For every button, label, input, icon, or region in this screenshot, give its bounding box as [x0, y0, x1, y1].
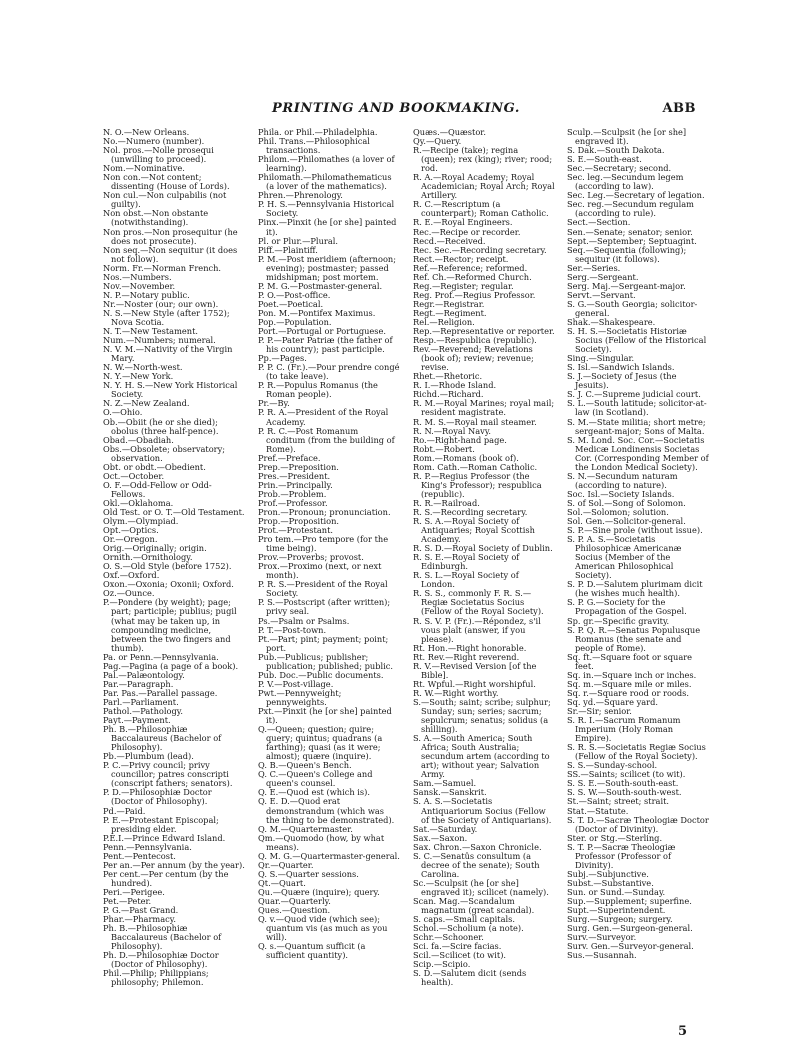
abbreviation-entry: Ro.—Right-hand page.	[413, 434, 507, 445]
abbreviation-entry: Richd.—Richard.	[413, 389, 484, 400]
abbreviation-entry: Rt. Wpful.—Right worshipful.	[413, 678, 536, 689]
abbreviation-entry: N. T.—New Testament.	[103, 326, 199, 337]
abbreviation-entry: Sec. Leg.—Secretary of legation.	[567, 190, 705, 201]
abbreviation-entry: Rect.—Rector; receipt.	[413, 253, 509, 264]
abbreviation-entry: Supt.—Superintendent.	[567, 905, 666, 916]
abbreviation-entry: P. P. C. (Fr.).—Pour prendre congé (to take leave).	[258, 362, 400, 382]
abbreviation-entry: Sq. m.—Square mile or miles.	[567, 678, 692, 689]
abbreviation-entry: Oxon.—Oxonia; Oxonii; Oxford.	[103, 579, 234, 590]
abbreviation-entry: Num.—Numbers; numeral.	[103, 335, 216, 346]
abbreviation-entry: Pop.—Population.	[258, 316, 332, 327]
abbreviation-entry: Scip.—Scipio.	[413, 959, 471, 970]
abbreviation-entry: Ob.—Obiit (he or she died); obolus (three half-pence).	[103, 416, 219, 436]
abbreviation-entry: Rt. Rev.—Right reverend.	[413, 651, 520, 662]
abbreviation-entry: S. R. S.—Societatis Regiæ Socius (Fellow of the Royal Society).	[567, 742, 706, 762]
abbreviation-entry: Q. v.—Quod vide (which see); quantum vis (as much as you will).	[258, 914, 388, 943]
abbreviation-entry: Rec. Sec.—Recording secretary.	[413, 244, 547, 255]
abbreviation-entry: SS.—Saints; scilicet (to wit).	[567, 769, 686, 780]
abbreviation-entry: Sq. ft.—Square foot or square feet.	[567, 651, 693, 671]
abbreviation-entry: S. L.—South latitude; solicitor-at-law (in Scotland).	[567, 398, 707, 418]
abbreviation-entry: Prob.—Problem.	[258, 488, 327, 499]
abbreviation-entry: S. P. G.—Society for the Propagation of the Gospel.	[567, 597, 687, 617]
abbreviation-entry: Serg. Maj.—Sergeant-major.	[567, 280, 686, 291]
abbreviation-entry: S. P. Q. R.—Senatus Populusque Romanus (the senate and people of Rome).	[567, 624, 701, 653]
abbreviation-entry: Sept.—September; Septuagint.	[567, 235, 697, 246]
abbreviation-entry: Qt.—Quart.	[258, 877, 306, 888]
abbreviation-entry: N. S.—New Style (after 1752); Nova Scotia.	[103, 307, 230, 327]
abbreviation-entry: Okl.—Oklahoma.	[103, 497, 174, 508]
abbreviation-entry: Pp.—Pages.	[258, 353, 307, 364]
abbreviation-entry: N. Y. H. S.—New York Historical Society.	[103, 380, 238, 400]
abbreviation-entry: Rep.—Representative or reporter.	[413, 326, 555, 337]
abbreviation-entry: Q. M. G.—Quartermaster-general.	[258, 850, 400, 861]
abbreviation-entry: Q. S.—Quarter sessions.	[258, 868, 359, 879]
abbreviation-entry: R.—Recipe (take); regina (queen); rex (king); river; rood; rod.	[413, 145, 553, 174]
abbreviation-entry: Or.—Oregon.	[103, 534, 158, 545]
abbreviation-entry: Servt.—Servant.	[567, 289, 636, 300]
abbreviation-entry: Nom.—Nominative.	[103, 163, 185, 174]
abbreviation-entry: Prin.—Principally.	[258, 479, 333, 490]
abbreviation-entry: Pref.—Preface.	[258, 452, 321, 463]
abbreviation-entry: Qm.—Quomodo (how, by what means).	[258, 832, 385, 852]
abbreviation-entry: Pb.—Plumbum (lead).	[103, 751, 194, 762]
abbreviation-entry: S. H. S.—Societatis Historiæ Socius (Fellow of the Historical Society).	[567, 326, 707, 355]
abbreviation-entry: Shak.—Shakespeare.	[567, 316, 656, 327]
abbreviation-entry: Q. M.—Quartermaster.	[258, 823, 353, 834]
abbreviation-entry: S. J.—Society of Jesus (the Jesuits).	[567, 371, 677, 391]
abbreviation-entry: Ref.—Reference; reformed.	[413, 262, 528, 273]
abbreviation-entry: Rhet.—Rhetoric.	[413, 371, 483, 382]
abbreviation-entry: Rev.—Reverend; Revelations (book of); review; revenue; revise.	[413, 344, 534, 373]
abbreviation-entry: Subj.—Subjunctive.	[567, 868, 649, 879]
abbreviation-entry: Non obst.—Non obstante (notwithstanding).	[103, 208, 209, 228]
abbreviation-entry: R. C.—Rescriptum (a counterpart); Roman Catholic.	[413, 199, 549, 219]
abbreviation-entry: Pro tem.—Pro tempore (for the time being).	[258, 534, 389, 554]
abbreviation-entry: R. S. L.—Royal Society of London.	[413, 570, 519, 590]
abbreviation-entry: P. V.—Post-village.	[258, 678, 334, 689]
abbreviation-entry: S. C.—Senatûs consultum (a decree of the senate); South Carolina.	[413, 850, 540, 879]
abbreviation-entry: Subst.—Substantive.	[567, 877, 654, 888]
column-4	[567, 128, 709, 988]
abbreviation-entry: P. D.—Philosophiæ Doctor (Doctor of Philosophy).	[103, 787, 212, 807]
abbreviation-entry: Oxf.—Oxford.	[103, 570, 160, 581]
abbreviation-entry: Ph. D.—Philosophiæ Doctor (Doctor of Philosophy).	[103, 950, 219, 970]
abbreviation-entry: Prep.—Preposition.	[258, 461, 339, 472]
abbreviation-entry: P. G.—Past Grand.	[103, 905, 179, 916]
abbreviation-entry: Obs.—Obsolete; observatory; observation.	[103, 443, 226, 463]
abbreviation-entry: Phil.—Philip; Philippians; philosophy; Philemon.	[103, 968, 209, 988]
abbreviation-entry: R. N.—Royal Navy.	[413, 425, 492, 436]
abbreviation-entry: P.—Pondere (by weight); page; part; participle; publius; pugil (what may be taken up, in compounding medicine, between the two fingers and thumb).	[103, 597, 237, 653]
abbreviation-entry: Qu.—Quære (inquire); query.	[258, 886, 380, 897]
abbreviation-entry: Phren.—Phrenology.	[258, 190, 343, 201]
abbreviation-entry: Sing.—Singular.	[567, 353, 635, 364]
abbreviation-entry: Rom. Cath.—Roman Catholic.	[413, 461, 538, 472]
abbreviation-entry: S. G.—South Georgia; solicitor-general.	[567, 298, 698, 318]
abbreviation-entry: Qr.—Quarter.	[258, 859, 314, 870]
abbreviation-entry: Sq. in.—Square inch or inches.	[567, 669, 697, 680]
abbreviation-entry: Pent.—Pentecost.	[103, 850, 176, 861]
abbreviation-entry: Sculp.—Sculpsit (he [or she] engraved it).	[567, 128, 687, 147]
abbreviation-entry: P. R.—Populus Romanus (the Roman people).	[258, 380, 378, 400]
abbreviation-entry: Ph. B.—Philosophiæ Baccalaureus (Bachelor of Philosophy).	[103, 923, 222, 952]
abbreviation-entry: S. Dak.—South Dakota.	[567, 145, 665, 156]
abbreviation-entry: No.—Numero (number).	[103, 136, 205, 147]
abbreviation-entry: R. W.—Right worthy.	[413, 687, 499, 698]
abbreviation-entry: S. D.—Salutem dicit (sends health).	[413, 968, 527, 988]
abbreviation-entry: Sus.—Susannah.	[567, 950, 637, 961]
abbreviation-entry: Sol. Gen.—Solicitor-general.	[567, 516, 686, 527]
abbreviation-entry: Sec. reg.—Secundum regulam (according to rule).	[567, 199, 695, 219]
column-2	[258, 128, 400, 988]
abbreviation-entry: Per cent.—Per centum (by the hundred).	[103, 868, 229, 888]
abbreviation-entry: St.—Saint; street; strait.	[567, 796, 670, 807]
abbreviation-entry: P. O.—Post-office.	[258, 289, 331, 300]
abbreviation-entry: Regt.—Regiment.	[413, 307, 487, 318]
abbreviation-entry: Q. E.—Quod est (which is).	[258, 787, 370, 798]
abbreviation-entry: R. M. S.—Royal mail steamer.	[413, 416, 537, 427]
abbreviation-entry: S. A.—South America; South Africa; South Australia; secundum artem (according to art); without year; Salvation Army.	[413, 733, 550, 780]
abbreviation-entry: Oz.—Ounce.	[103, 588, 155, 599]
abbreviation-entry: Poet.—Poetical.	[258, 298, 324, 309]
abbreviation-entry: Piff.—Plaintiff.	[258, 244, 318, 255]
abbreviation-entry: Pd.—Paid.	[103, 805, 146, 816]
abbreviation-entry: S. S.—Sunday-school.	[567, 760, 658, 771]
abbreviation-entry: S. T. D.—Sacræ Theologiæ Doctor (Doctor of Divinity).	[567, 814, 709, 834]
abbreviation-entry: N. O.—New Orleans.	[103, 128, 190, 137]
abbreviation-entry: S. P. A. S.—Societatis Philosophicæ Americanæ Socius (Member of the American Philosophical Society).	[567, 534, 682, 581]
abbreviation-entry: Ornith.—Ornithology.	[103, 552, 193, 563]
abbreviation-entry: Sci. fa.—Scire facias.	[413, 941, 502, 952]
abbreviation-entry: S.—South; saint; scribe; sulphur; Sunday; sun; series; sacrum; sepulcrum; senatus; solidus (a shilling).	[413, 696, 551, 735]
abbreviation-entry: Reg.—Register; regular.	[413, 280, 514, 291]
abbreviation-entry: Sect.—Section.	[567, 217, 631, 228]
abbreviation-entry: P. R. A.—President of the Royal Academy.	[258, 407, 389, 427]
column-3	[413, 128, 555, 988]
abbreviation-entry: Robt.—Robert.	[413, 443, 475, 454]
abbreviation-entry: Pl. or Plur.—Plural.	[258, 235, 339, 246]
abbreviation-entry: Pres.—President.	[258, 470, 331, 481]
abbreviation-entry: Ques.—Question.	[258, 905, 331, 916]
abbreviation-entry: Sam.—Samuel.	[413, 778, 477, 789]
abbreviation-entry: N. Y.—New York.	[103, 371, 174, 382]
abbreviation-entry: Orig.—Originally; origin.	[103, 543, 207, 554]
abbreviation-entry: P.E.I.—Prince Edward Island.	[103, 832, 226, 843]
abbreviation-entry: Olym.—Olympiad.	[103, 516, 179, 527]
abbreviation-entry: Par.—Paragraph.	[103, 678, 174, 689]
abbreviation-entry: Recd.—Received.	[413, 235, 486, 246]
abbreviation-entry: Opt.—Optics.	[103, 525, 159, 536]
abbreviation-entry: Ref. Ch.—Reformed Church.	[413, 271, 532, 282]
abbreviation-entry: R. R.—Railroad.	[413, 497, 480, 508]
abbreviation-entry: Sax. Chron.—Saxon Chronicle.	[413, 841, 542, 852]
abbreviation-entry: Schr.—Schooner.	[413, 932, 484, 943]
abbreviation-entry: S. R. I.—Sacrum Romanum Imperium (Holy Roman Empire).	[567, 715, 681, 744]
abbreviation-entry: Prot.—Protestant.	[258, 525, 334, 536]
abbreviation-entry: Schol.—Scholium (a note).	[413, 923, 524, 934]
abbreviation-entry: Reg. Prof.—Regius Professor.	[413, 289, 536, 300]
abbreviation-entry: Scil.—Scilicet (to wit).	[413, 950, 507, 961]
abbreviation-entry: Sol.—Solomon; solution.	[567, 506, 669, 517]
abbreviation-entry: Sup.—Supplement; superfine.	[567, 895, 692, 906]
abbreviation-entry: Ser.—Series.	[567, 262, 621, 273]
abbreviation-entry: Serg.—Sergeant.	[567, 271, 639, 282]
abbreviation-entry: P. M.—Post meridiem (afternoon; evening); postmaster; passed midshipman; post mortem.	[258, 253, 397, 282]
abbreviation-entry: Philomath.—Philomathematicus (a lover of the mathematics).	[258, 172, 392, 192]
abbreviation-entry: Pub. Doc.—Public documents.	[258, 669, 384, 680]
abbreviation-entry: Resp.—Respublica (republic).	[413, 335, 537, 346]
abbreviation-entry: R. S. S., commonly F. R. S.—Regiæ Societatus Socius (Fellow of the Royal Society).	[413, 588, 544, 617]
abbreviation-entry: Phil. Trans.—Philosophical transactions.	[258, 136, 370, 156]
abbreviation-entry: P. H. S.—Pennsylvania Historical Society.	[258, 199, 395, 219]
abbreviation-entry: Phar.—Pharmacy.	[103, 914, 176, 925]
abbreviation-entry: Phila. or Phil.—Philadelphia.	[258, 128, 378, 137]
abbreviation-entry: Q.—Queen; question; quire; query; quintus; quadrans (a farthing); quasi (as it were; almost); quære (inquire).	[258, 724, 383, 762]
abbreviation-entry: Surg. Gen.—Surgeon-general.	[567, 923, 693, 934]
abbreviation-entry: Sq. yd.—Square yard.	[567, 696, 659, 707]
abbreviation-entry: Rt. Hon.—Right honorable.	[413, 642, 527, 653]
abbreviation-entry: O. S.—Old Style (before 1752).	[103, 561, 232, 572]
abbreviation-entry: Parl.—Parliament.	[103, 696, 179, 707]
abbreviation-entry: Obt. or obdt.—Obedient.	[103, 461, 206, 472]
abbreviation-entry: Pathol.—Pathology.	[103, 706, 183, 716]
abbreviation-entry: Non seq.—Non sequitur (it does not follow).	[103, 244, 238, 264]
abbreviation-entry: S. N.—Secundum naturam (according to nature).	[567, 470, 678, 490]
abbreviation-entry: S. S. W.—South-south-west.	[567, 787, 682, 798]
abbreviation-entry: Soc. Isl.—Society Islands.	[567, 488, 675, 499]
abbreviation-entry: Nol. pros.—Nolle prosequi (unwilling to proceed).	[103, 145, 214, 165]
abbreviation-entry: Sax.—Saxon.	[413, 832, 468, 843]
abbreviation-entry: Pa. or Penn.—Pennsylvania.	[103, 651, 219, 662]
page-header	[96, 101, 696, 121]
abbreviation-entry: Rel.—Religion.	[413, 316, 475, 327]
abbreviation-entry: P. S.—Postscript (after written); privy seal.	[258, 597, 391, 617]
abbreviation-entry: Peri.—Perigee.	[103, 886, 165, 897]
abbreviation-entry: Pron.—Pronoun; pronunciation.	[258, 506, 391, 517]
abbreviation-entry: P. M. G.—Postmaster-general.	[258, 280, 383, 291]
abbreviation-entry: S. S. E.—South-south-east.	[567, 778, 679, 789]
abbreviation-entry: P. C.—Privy council; privy councillor; patres conscripti (conscript fathers; senators).	[103, 760, 233, 789]
abbreviation-entry: Non con.—Not content; dissenting (House of Lords).	[103, 172, 230, 192]
abbreviation-entry: R. S. A.—Royal Society of Antiquaries; Royal Scottish Academy.	[413, 516, 535, 545]
abbreviation-entry: Nr.—Noster (our; our own).	[103, 298, 219, 309]
abbreviation-entry: O.—Ohio.	[103, 407, 143, 418]
abbreviation-entry: Payt.—Payment.	[103, 715, 171, 726]
abbreviation-entry: S. of Sol.—Song of Solomon.	[567, 497, 686, 508]
abbreviation-entry: Q. C.—Queen's College and queen's counsel.	[258, 769, 373, 789]
abbreviation-entry: N. P.—Notary public.	[103, 289, 190, 300]
abbreviation-entry: Sc.—Sculpsit (he [or she] engraved it); scilicet (namely).	[413, 877, 549, 897]
abbreviation-entry: Prof.—Professor.	[258, 497, 328, 508]
abbreviation-entry: P. R. S.—President of the Royal Society.	[258, 579, 388, 599]
abbreviation-entry: S. A. S.—Societatis Antiquariorum Socius (Fellow of the Society of Antiquarians).	[413, 796, 552, 825]
abbreviation-entry: Nov.—November.	[103, 280, 176, 291]
abbreviation-entry: Ph. B.—Philosophiæ Baccalaureus (Bachelor of Philosophy).	[103, 724, 222, 753]
guide-word: ABB	[662, 101, 696, 116]
abbreviation-entry: Q. B.—Queen's Bench.	[258, 760, 352, 771]
abbreviation-entry: P. E.—Protestant Episcopal; presiding elder.	[103, 814, 219, 834]
abbreviation-entry: Pinx.—Pinxit (he [or she] painted it).	[258, 217, 397, 237]
abbreviation-entry: Per an.—Per annum (by the year).	[103, 859, 245, 870]
abbreviation-entry: R. I.—Rhode Island.	[413, 380, 497, 391]
abbreviation-entry: P. R. C.—Post Romanum conditum (from the building of Rome).	[258, 425, 395, 454]
abbreviation-entry: S. J. C.—Supreme judicial court.	[567, 389, 701, 400]
abbreviation-entry: Sr.—Sir; senior.	[567, 706, 632, 716]
abbreviation-entry: Non pros.—Non prosequitur (he does not prosecute).	[103, 226, 238, 246]
abbreviation-entry: Sun. or Sund.—Sunday.	[567, 886, 666, 897]
abbreviation-entry: R. S. E.—Royal Society of Edinburgh.	[413, 552, 520, 572]
abbreviation-entry: R. A.—Royal Academy; Royal Academician; Royal Arch; Royal Artillery.	[413, 172, 555, 201]
abbreviation-entry: Prov.—Proverbs; provost.	[258, 552, 364, 563]
abbreviation-entry: S. T. P.—Sacræ Theologiæ Professor (Professor of Divinity).	[567, 841, 676, 870]
abbreviation-entry: Pr.—By.	[258, 398, 290, 409]
abbreviation-entry: Sq. r.—Square rood or roods.	[567, 687, 690, 698]
abbreviation-entry: Q. s.—Quantum sufficit (a sufficient quantity).	[258, 941, 366, 961]
abbreviation-entry: P. P.—Pater Patriæ (the father of his country); past participle.	[258, 335, 393, 355]
abbreviation-entry: Sat.—Saturday.	[413, 823, 478, 834]
abbreviation-entry: Pon. M.—Pontifex Maximus.	[258, 307, 376, 318]
abbreviation-entry: S. P.—Sine prole (without issue).	[567, 525, 703, 536]
abbreviation-entry: Surv.—Surveyor.	[567, 932, 637, 943]
abbreviation-entry: Sec.—Secretary; second.	[567, 163, 672, 174]
abbreviation-entry: Sen.—Senate; senator; senior.	[567, 226, 693, 237]
abbreviation-entry: Norm. Fr.—Norman French.	[103, 262, 222, 273]
abbreviation-entry: Surv. Gen.—Surveyor-general.	[567, 941, 694, 952]
abbreviation-entry: Par. Pas.—Parallel passage.	[103, 687, 218, 698]
running-title: PRINTING AND BOOKMAKING.	[271, 101, 521, 116]
abbreviation-entry: R. S. D.—Royal Society of Dublin.	[413, 543, 553, 554]
abbreviation-entry: Sp. gr.—Specific gravity.	[567, 615, 670, 626]
abbreviation-entry: Quar.—Quarterly.	[258, 895, 331, 906]
abbreviation-entry: S. M. Lond. Soc. Cor.—Societatis Medicæ Londinensis Societas Cor. (Corresponding Member of the London Medical Society).	[567, 434, 709, 472]
abbreviation-entry: Obad.—Obadiah.	[103, 434, 174, 445]
abbreviation-entry: N. W.—North-west.	[103, 362, 183, 373]
abbreviation-entry: S. Isl.—Sandwich Islands.	[567, 362, 675, 373]
abbreviation-entry: R. M.—Royal Marines; royal mail; resident magistrate.	[413, 398, 555, 418]
abbreviation-entry: Philom.—Philomathes (a lover of learning).	[258, 154, 395, 174]
abbreviation-entry: Regr.—Registrar.	[413, 298, 485, 309]
abbreviation-entry: S. E.—South-east.	[567, 154, 642, 165]
column-1	[103, 128, 245, 988]
abbreviation-entry: Pt.—Part; pint; payment; point; port.	[258, 633, 389, 653]
abbreviation-entry: Seq.—Sequentia (following); sequitur (it follows).	[567, 244, 687, 264]
page-number: 5	[678, 1024, 688, 1039]
abbreviation-entry: Pal.—Palæontology.	[103, 669, 185, 680]
abbreviation-entry: R. P.—Regius Professor (the King's Professor); respublica (republic).	[413, 470, 542, 499]
abbreviation-entry: Ps.—Psalm or Psalms.	[258, 615, 350, 626]
abbreviation-entry: Rec.—Recipe or recorder.	[413, 226, 521, 237]
abbreviation-entry: Pwt.—Pennyweight; pennyweights.	[258, 687, 342, 707]
abbreviation-entry: N. Z.—New Zealand.	[103, 398, 190, 409]
abbreviation-entry: Penn.—Pennsylvania.	[103, 841, 192, 852]
abbreviation-entry: Sansk.—Sanskrit.	[413, 787, 487, 798]
abbreviation-entry: Pag.—Pagina (a page of a book).	[103, 660, 239, 671]
abbreviation-entry: Old Test. or O. T.—Old Testament.	[103, 506, 245, 517]
abbreviation-entry: Qy.—Query.	[413, 136, 462, 147]
abbreviation-entry: Port.—Portugal or Portuguese.	[258, 326, 387, 337]
abbreviation-entry: R. E.—Royal Engineers.	[413, 217, 513, 228]
abbreviation-entry: Sec. leg.—Secundum legem (according to law).	[567, 172, 684, 192]
abbreviation-entry: S. caps.—Small capitals.	[413, 914, 516, 925]
abbreviation-entry: Nos.—Numbers.	[103, 271, 172, 282]
abbreviation-entry: Surg.—Surgeon; surgery.	[567, 914, 673, 925]
abbreviation-entry: Pet.—Peter.	[103, 895, 152, 906]
abbreviation-entry: S. P. D.—Salutem plurimam dicit (he wishes much health).	[567, 579, 703, 599]
abbreviation-entry: Q. E. D.—Quod erat demonstrandum (which was the thing to be demonstrated).	[258, 796, 395, 825]
abbreviation-entry: R. S. V. P. (Fr.).—Répondez, s'il vous plaît (answer, if you please).	[413, 615, 541, 644]
abbreviation-entry: S. M.—State militia; short metre; sergeant-major; Sons of Malta.	[567, 416, 706, 436]
abbreviation-entry: Pub.—Publicus; publisher; publication; published; public.	[258, 651, 393, 671]
abbreviation-entry: Non cul.—Non culpabilis (not guilty).	[103, 190, 227, 210]
abbreviation-entry: P. T.—Post-town.	[258, 624, 327, 635]
abbreviation-entry: Pxt.—Pinxit (he [or she] painted it).	[258, 706, 392, 726]
abbreviation-entry: Stat.—Statute.	[567, 805, 629, 816]
abbreviation-entry: Oct.—October.	[103, 470, 165, 481]
abbreviation-entry: O. F.—Odd-Fellow or Odd-Fellows.	[103, 479, 212, 499]
abbreviation-entry: Quæs.—Quæstor.	[413, 128, 486, 137]
abbreviation-entry: Rom.—Romans (book of).	[413, 452, 519, 463]
abbreviation-entry: Ster. or Stg.—Sterling.	[567, 832, 663, 843]
abbreviation-entry: R. S.—Recording secretary.	[413, 506, 528, 517]
abbreviation-entry: R. V.—Revised Version [of the Bible].	[413, 660, 537, 680]
abbreviation-entry: Prop.—Proposition.	[258, 516, 340, 527]
abbreviation-entry: Scan. Mag.—Scandalum magnatum (great scandal).	[413, 895, 535, 916]
abbreviation-entry: N. V. M.—Nativity of the Virgin Mary.	[103, 344, 233, 364]
abbreviation-entry: Prox.—Proximo (next, or next month).	[258, 561, 382, 581]
